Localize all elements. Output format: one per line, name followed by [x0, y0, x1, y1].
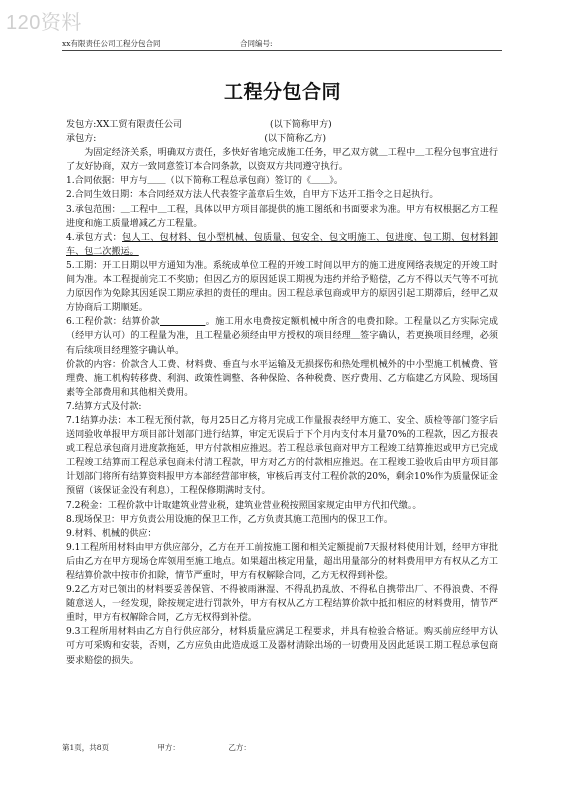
- document-title: 工程分包合同: [223, 81, 341, 103]
- watermark: 120资料: [6, 12, 82, 34]
- party-b-note: (以下简称乙方): [264, 134, 327, 145]
- party-a-signature: 甲方：: [157, 743, 180, 752]
- party-a-note: (以下简称甲方): [270, 120, 332, 130]
- clause-8: 8.现场保卫：甲方负责公用设施的保卫工作，乙方负责其施工范围内的保卫工作。: [66, 514, 393, 525]
- party-b-line: [66, 132, 498, 146]
- party-a-label: 发包方:XX工贸有限责任公司: [66, 120, 183, 130]
- clause-9-1: 9.1工程所用材料由甲方供应部分，乙方在开工前按施工图和相关定额提前7天报材料使用计划，经甲方审批后由乙方在甲方现场仓库领用至施工地点。如果超出核定用量，超出用量部分的材料费用甲方有权从乙方工程结算价款中按市价扣除，情节严重时，甲方有权解除合同，乙方无权得到补偿。: [66, 542, 498, 581]
- clause-6-text: 。施工用水电费按定额机械中所含的电费扣除。工程量以乙方实际完成（经甲方认可）的工程量为准，且工程量必须经由甲方授权的项目经理＿签字确认，若更换项目经理，必须有后续项目经理签字确认单。: [66, 317, 498, 356]
- clause-4: [66, 231, 498, 259]
- party-a-line: [66, 118, 498, 132]
- clause-7: 7.结算方式及付款:: [66, 401, 142, 412]
- price-content: 价款的内容：价款含人工费、材料费、垂直与水平运输及无损探伤和热处理机械外的中小型施工机械费、管理费、施工机构转移费、利润、政策性调整、各种保险、各种税费、医疗费用、乙方临建乙方风险、现场国素等全部费用和其他相关费用。: [66, 359, 498, 398]
- clause-7-1: 7.1结算办法：本工程无预付款，每月25日乙方将月完成工作量报表经甲方施工、安全、质检等部门签字后送同验收单报甲方项目部计划部门进行结算，审定无误后于下个月内支付本月量70%的工程款，因乙方报表或工程总承包商月进度款拖延，甲方付款相应推迟。若工程总承包商对甲方工程竣工结算推迟或甲方已完成工程竣工结算而工程总承包商未付清工程款，甲方对乙方的付款相应推迟。在工程竣工验收后由甲方项目部计划部门将所有结算资料报甲方本部经营部审核，审核后再支付工程价款的20%，剩余10%作为质量保证金预留（该保证金没有利息），工程保修期满时支付。: [66, 415, 498, 497]
- intro-paragraph: 为固定经济关系，明确双方责任，多快好省地完成施工任务，甲乙双方就＿工程中＿工程分包事宜进行了友好协商，双方一致同意签订本合同条款，以资双方共同遵守执行。: [66, 148, 498, 173]
- clause-9-3: 9.3工程所用材料由乙方自行供应部分，材料质量应满足工程要求，并具有检验合格证。购买前应经甲方认可方可采购和安装，否则，乙方应负由此造成返工及器材清除出场的一切费用及因此延误工期工程总承包商要求赔偿的损失。: [66, 627, 498, 666]
- clause-4-items: 包人工、包材料、包小型机械、包质量、包安全、包文明施工、包进度、包工期、包材料卸车、包二次搬运。: [66, 232, 498, 257]
- party-b-label: 承包方:: [66, 134, 97, 145]
- page-header: [62, 38, 502, 51]
- clause-5: 5.工期：开工日期以甲方通知为准。系统成单位工程的开竣工时间以甲方的施工进度网络表规定的开竣工时间为准。本工程提前完工不奖励；但因乙方的原因延误工期视为违约并给予赔偿，乙方不得以天气等不可抗力原因作为免除其因延误工期应承担的责任的理由。因工程总承包商或甲方的原因引起工期滞后，经甲乙双方协商后工期顺延。: [66, 260, 498, 314]
- contract-body: [66, 118, 498, 668]
- clause-7-2: 7.2税金：工程价款中计取建筑业营业税，建筑业营业税按照国家规定由甲方代扣代缴。。: [66, 500, 422, 511]
- price-blank: [160, 317, 205, 327]
- clause-9: 9.材料、机械的供应：: [66, 528, 157, 539]
- clause-6: [66, 315, 498, 357]
- clause-6-label: 6.工程价款：结算价款: [66, 317, 160, 328]
- clause-2: 2.合同生效日期：本合同经双方法人代表签字盖章后生效，自甲方下达开工指令之日起执行。: [66, 190, 439, 201]
- page-number: 第1页，共8页: [62, 743, 110, 752]
- clause-1: 1.合同依据：甲方与＿＿（以下简称工程总承包商）签订的《＿＿》。: [66, 176, 343, 187]
- page-footer: [62, 742, 502, 753]
- header-company: xx有限责任公司工程分包合同: [62, 39, 161, 48]
- clause-3: 3.承包范围：＿工程中＿工程，具体以甲方项目部提供的施工图纸和书面要求为准。甲方有权根据乙方工程进度和施工质量增减乙方工程量。: [66, 204, 498, 229]
- header-contract-no: 合同编号:: [240, 39, 273, 48]
- clause-9-2: 9.2乙方对已领出的材料要妥善保管、不得被雨淋湿、不得乱扔乱放、不得私自携带出厂、不得浪费、不得随意送人，一经发现，除按规定进行罚款外，甲方有权从乙方工程结算价款中抵扣相应的材料费用，情节严重时，甲方有权解除合同，乙方无权得到补偿。: [66, 585, 498, 624]
- clause-4-label: 4.承包方式：: [66, 232, 123, 243]
- party-b-signature: 乙方：: [228, 743, 251, 752]
